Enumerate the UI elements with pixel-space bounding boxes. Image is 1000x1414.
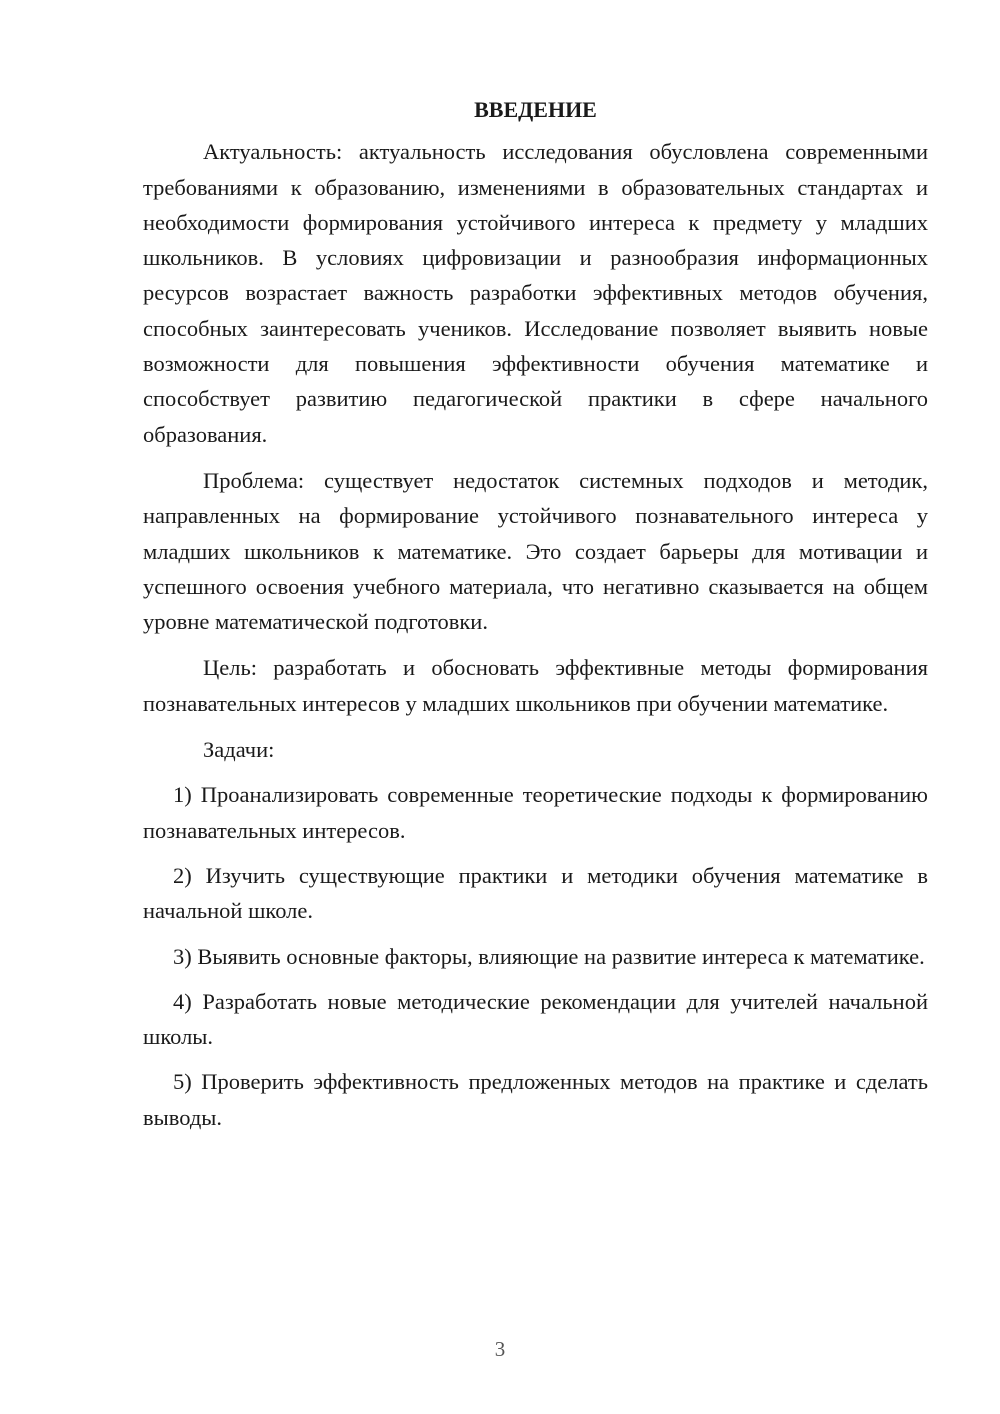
task-item-2: 2) Изучить существующие практики и методики обучения математике в начальной школе.	[143, 862, 928, 924]
task-item-4: 4) Разработать новые методические рекомендации для учителей начальной школы.	[143, 988, 928, 1050]
paragraph-relevance: Актуальность: актуальность исследования обусловлена современными требованиями к образованию, изменениями в образовательных стандартах и необходимости формирования устойчивого интереса к предмету у младших школьников. В условиях цифровизации и разнообразия информационных ресурсов возрастает важность разработки эффективных методов обучения, способных заинтересовать учеников. Исследование позволяет выявить новые возможности для повышения эффективности обучения математике и способствует развитию педагогической практики в сфере начального образования.	[143, 139, 928, 447]
tasks-heading: Задачи:	[203, 737, 275, 763]
task-item-5: 5) Проверить эффективность предложенных методов на практике и сделать выводы.	[143, 1069, 928, 1130]
task-item-3: 3) Выявить основные факторы, влияющие на развитие интереса к математике.	[173, 943, 925, 969]
section-title: ВВЕДЕНИЕ	[474, 97, 597, 122]
task-item-1: 1) Проанализировать современные теоретические подходы к формированию познавательных интересов.	[143, 782, 928, 843]
page-content	[143, 92, 928, 1145]
paragraph-problem: Проблема: существует недостаток системных подходов и методик, направленных на формирование устойчивого познавательного интереса у младших школьников к математике. Это создает барьеры для мотивации и успешного освоения учебного материала, что негативно сказывается на общем уровне математической подготовки.	[143, 467, 928, 635]
paragraph-goal: Цель: разработать и обосновать эффективные методы формирования познавательных интересов у младших школьников при обучении математике.	[143, 655, 928, 716]
page-number: 3	[494, 1337, 506, 1361]
